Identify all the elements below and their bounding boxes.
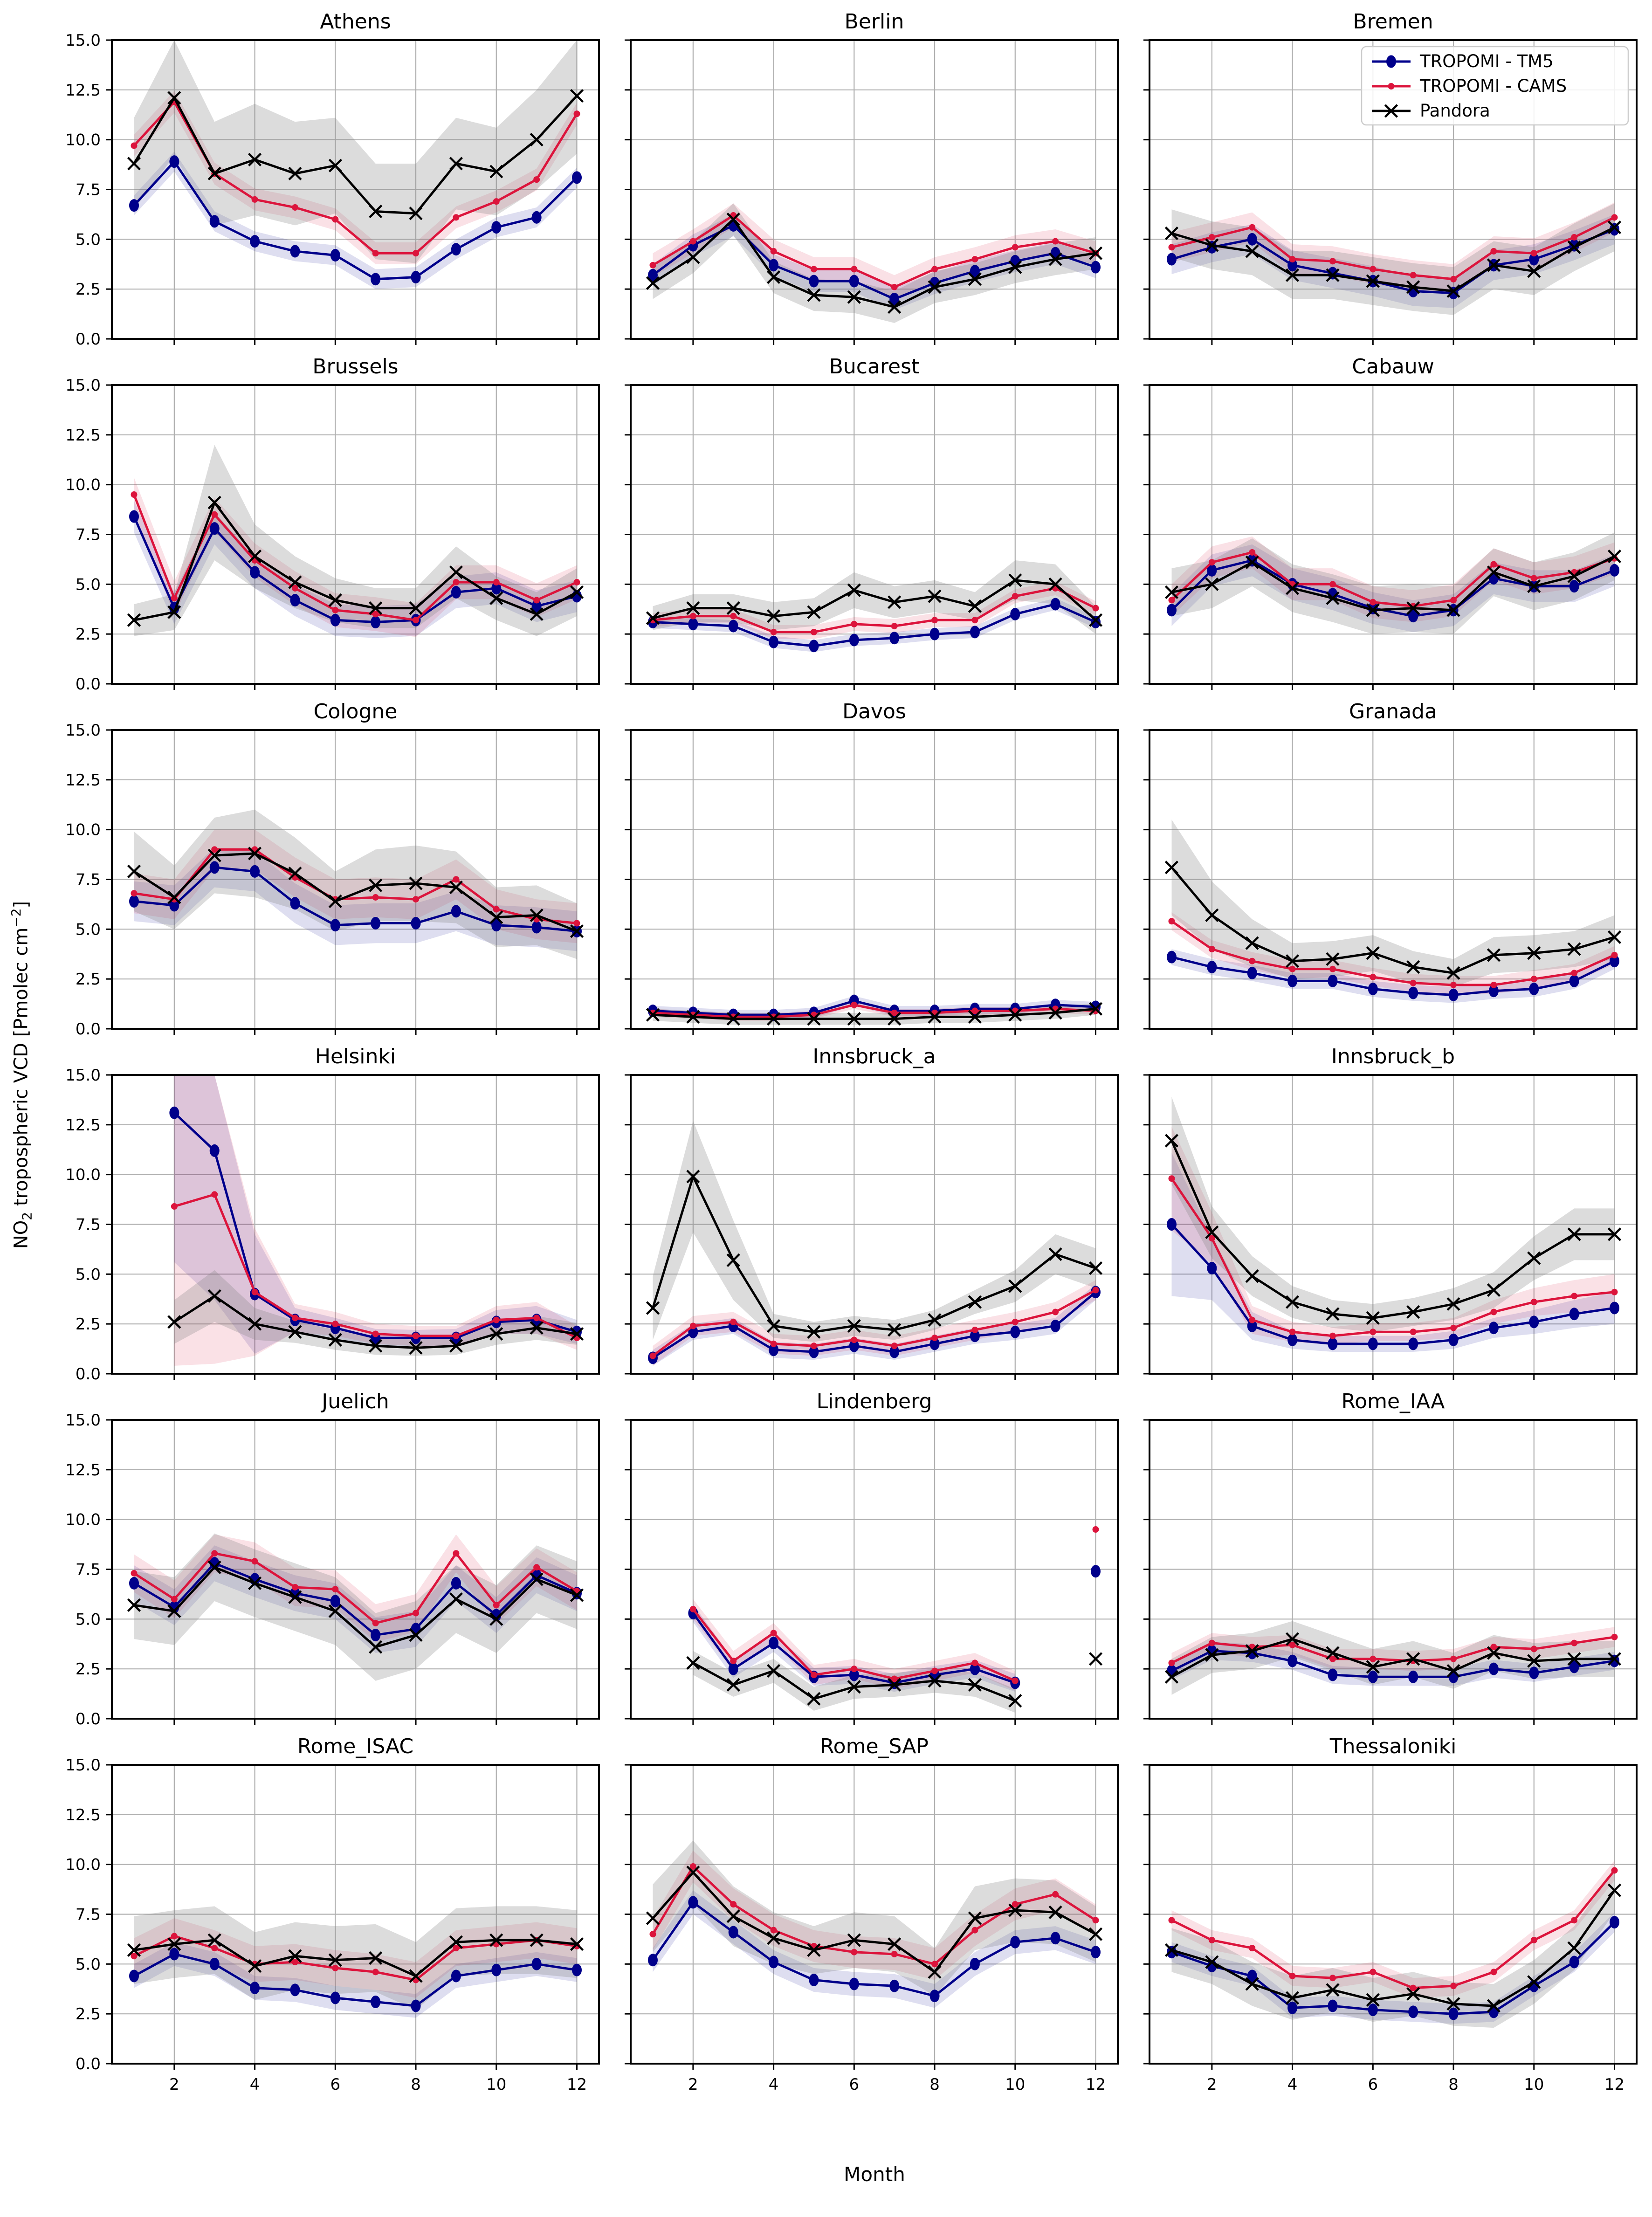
chart-rome_sap xyxy=(631,1765,1118,2094)
panel-innsbruck_a xyxy=(631,1045,1118,1374)
panel-helsinki xyxy=(65,1045,599,1384)
svg-text:5.0: 5.0 xyxy=(75,1955,101,1974)
svg-text:10: 10 xyxy=(1005,2075,1026,2094)
legend-label-pandora: Pandora xyxy=(1420,101,1490,121)
y-axis-label-part: ] xyxy=(10,901,32,909)
y-axis-label-part: 2 xyxy=(19,1212,35,1220)
panel-innsbruck_b xyxy=(1150,1045,1637,1374)
panel-lindenberg xyxy=(631,1390,1118,1719)
y-axis-label-part: NO xyxy=(10,1220,32,1249)
svg-text:8: 8 xyxy=(411,2075,421,2094)
y-tick-labels xyxy=(65,1066,101,1384)
legend-label-tm5: TROPOMI - TM5 xyxy=(1420,51,1554,71)
svg-text:8: 8 xyxy=(929,2075,940,2094)
panel-title: Bucarest xyxy=(829,355,920,379)
svg-text:4: 4 xyxy=(1287,2075,1298,2094)
svg-text:0.0: 0.0 xyxy=(75,1020,101,1039)
svg-text:7.5: 7.5 xyxy=(75,870,101,889)
svg-text:4: 4 xyxy=(768,2075,779,2094)
svg-text:7.5: 7.5 xyxy=(75,1905,101,1924)
svg-text:5.0: 5.0 xyxy=(75,230,101,249)
chart-lindenberg xyxy=(631,1420,1118,1719)
svg-text:6: 6 xyxy=(1368,2075,1378,2094)
panel-granada xyxy=(1150,700,1637,1029)
chart-thessaloniki xyxy=(1150,1765,1637,2094)
svg-text:2: 2 xyxy=(169,2075,179,2094)
panel-title: Davos xyxy=(842,700,906,723)
panel-title: Brussels xyxy=(312,355,399,379)
svg-text:10.0: 10.0 xyxy=(65,1855,101,1874)
svg-text:4: 4 xyxy=(249,2075,260,2094)
chart-juelich xyxy=(65,1411,599,1728)
svg-text:15.0: 15.0 xyxy=(65,1066,101,1085)
svg-text:2.5: 2.5 xyxy=(75,280,101,299)
panel-title: Athens xyxy=(320,10,391,34)
x-tick-labels xyxy=(1207,2075,1624,2094)
panel-title: Helsinki xyxy=(315,1045,396,1068)
svg-text:6: 6 xyxy=(849,2075,860,2094)
svg-text:10.0: 10.0 xyxy=(65,131,101,150)
y-tick-labels xyxy=(65,721,101,1039)
panel-title: Berlin xyxy=(844,10,904,34)
y-tick-labels xyxy=(65,1756,101,2073)
panel-rome_sap xyxy=(631,1735,1118,2094)
chart-brussels xyxy=(65,376,599,694)
svg-text:10: 10 xyxy=(486,2075,507,2094)
panel-title: Thessaloniki xyxy=(1329,1735,1457,1758)
panel-title: Rome_IAA xyxy=(1341,1390,1445,1413)
legend-label-cams: TROPOMI - CAMS xyxy=(1420,76,1567,96)
svg-text:6: 6 xyxy=(330,2075,341,2094)
chart-innsbruck_b xyxy=(1150,1075,1637,1374)
svg-text:10.0: 10.0 xyxy=(65,475,101,495)
panel-bremen xyxy=(1150,10,1637,339)
panel-brussels xyxy=(65,355,599,694)
panel-title: Granada xyxy=(1349,700,1437,723)
svg-text:12.5: 12.5 xyxy=(65,1805,101,1825)
svg-text:0.0: 0.0 xyxy=(75,1710,101,1728)
svg-text:5.0: 5.0 xyxy=(75,575,101,594)
svg-text:10.0: 10.0 xyxy=(65,820,101,840)
panel-rome_isac xyxy=(65,1735,599,2094)
panel-athens xyxy=(65,10,599,349)
svg-text:8: 8 xyxy=(1448,2075,1459,2094)
legend xyxy=(1362,47,1628,125)
panel-davos xyxy=(631,700,1118,1029)
svg-text:12.5: 12.5 xyxy=(65,81,101,100)
svg-text:10.0: 10.0 xyxy=(65,1510,101,1529)
svg-text:7.5: 7.5 xyxy=(75,1215,101,1234)
svg-text:2.5: 2.5 xyxy=(75,1660,101,1679)
svg-text:12.5: 12.5 xyxy=(65,426,101,445)
y-axis-label-part: tropospheric VCD [Pmolec cm xyxy=(10,927,32,1212)
svg-text:12.5: 12.5 xyxy=(65,1115,101,1135)
svg-text:15.0: 15.0 xyxy=(65,1411,101,1430)
panel-title: Innsbruck_a xyxy=(812,1045,936,1068)
y-axis-label-part: −2 xyxy=(8,908,24,928)
y-axis-label xyxy=(8,901,34,1249)
chart-athens xyxy=(65,31,599,349)
x-tick-labels xyxy=(169,2075,587,2094)
svg-text:12: 12 xyxy=(566,2075,587,2094)
svg-text:12.5: 12.5 xyxy=(65,771,101,790)
x-axis-label: Month xyxy=(844,2163,905,2186)
panel-title: Rome_SAP xyxy=(820,1735,929,1758)
svg-text:10.0: 10.0 xyxy=(65,1165,101,1184)
chart-innsbruck_a xyxy=(631,1075,1118,1374)
panel-rome_iaa xyxy=(1150,1390,1637,1719)
panel-juelich xyxy=(65,1390,599,1728)
svg-text:2.5: 2.5 xyxy=(75,970,101,989)
panel-title: Rome_ISAC xyxy=(297,1735,414,1758)
svg-text:10: 10 xyxy=(1524,2075,1544,2094)
chart-bucarest xyxy=(631,385,1118,684)
svg-text:0.0: 0.0 xyxy=(75,330,101,349)
x-tick-labels xyxy=(688,2075,1106,2094)
chart-cabauw xyxy=(1150,385,1637,684)
svg-text:7.5: 7.5 xyxy=(75,1560,101,1579)
chart-bremen xyxy=(1150,40,1637,339)
panel-berlin xyxy=(631,10,1118,339)
chart-berlin xyxy=(631,40,1118,339)
svg-text:2.5: 2.5 xyxy=(75,1315,101,1334)
panel-bucarest xyxy=(631,355,1118,684)
svg-text:15.0: 15.0 xyxy=(65,721,101,740)
svg-text:12: 12 xyxy=(1085,2075,1106,2094)
svg-text:5.0: 5.0 xyxy=(75,1610,101,1629)
y-tick-labels xyxy=(65,31,101,349)
panel-title: Juelich xyxy=(322,1390,389,1413)
y-tick-labels xyxy=(65,376,101,694)
panel-title: Bremen xyxy=(1353,10,1433,34)
svg-text:12: 12 xyxy=(1604,2075,1625,2094)
svg-text:15.0: 15.0 xyxy=(65,31,101,50)
panel-title: Innsbruck_b xyxy=(1331,1045,1455,1068)
panel-cabauw xyxy=(1150,355,1637,684)
svg-text:5.0: 5.0 xyxy=(75,1265,101,1284)
svg-text:7.5: 7.5 xyxy=(75,525,101,544)
panel-title: Lindenberg xyxy=(816,1390,932,1413)
chart-helsinki xyxy=(65,1066,599,1384)
chart-rome_isac xyxy=(65,1756,599,2094)
y-tick-labels xyxy=(65,1411,101,1728)
panel-title: Cologne xyxy=(313,700,398,723)
chart-rome_iaa xyxy=(1150,1420,1637,1719)
svg-text:0.0: 0.0 xyxy=(75,1365,101,1384)
svg-text:15.0: 15.0 xyxy=(65,1756,101,1775)
svg-text:7.5: 7.5 xyxy=(75,180,101,200)
svg-text:2.5: 2.5 xyxy=(75,625,101,644)
svg-text:2: 2 xyxy=(1207,2075,1217,2094)
svg-text:2.5: 2.5 xyxy=(75,2005,101,2024)
svg-text:15.0: 15.0 xyxy=(65,376,101,395)
svg-text:2: 2 xyxy=(688,2075,698,2094)
chart-granada xyxy=(1150,730,1637,1029)
chart-davos xyxy=(631,730,1118,1029)
svg-text:0.0: 0.0 xyxy=(75,675,101,694)
panel-thessaloniki xyxy=(1150,1735,1637,2094)
chart-cologne xyxy=(65,721,599,1039)
svg-text:5.0: 5.0 xyxy=(75,920,101,939)
panel-cologne xyxy=(65,700,599,1039)
svg-text:12.5: 12.5 xyxy=(65,1460,101,1480)
panel-title: Cabauw xyxy=(1352,355,1434,379)
svg-text:0.0: 0.0 xyxy=(75,2055,101,2073)
